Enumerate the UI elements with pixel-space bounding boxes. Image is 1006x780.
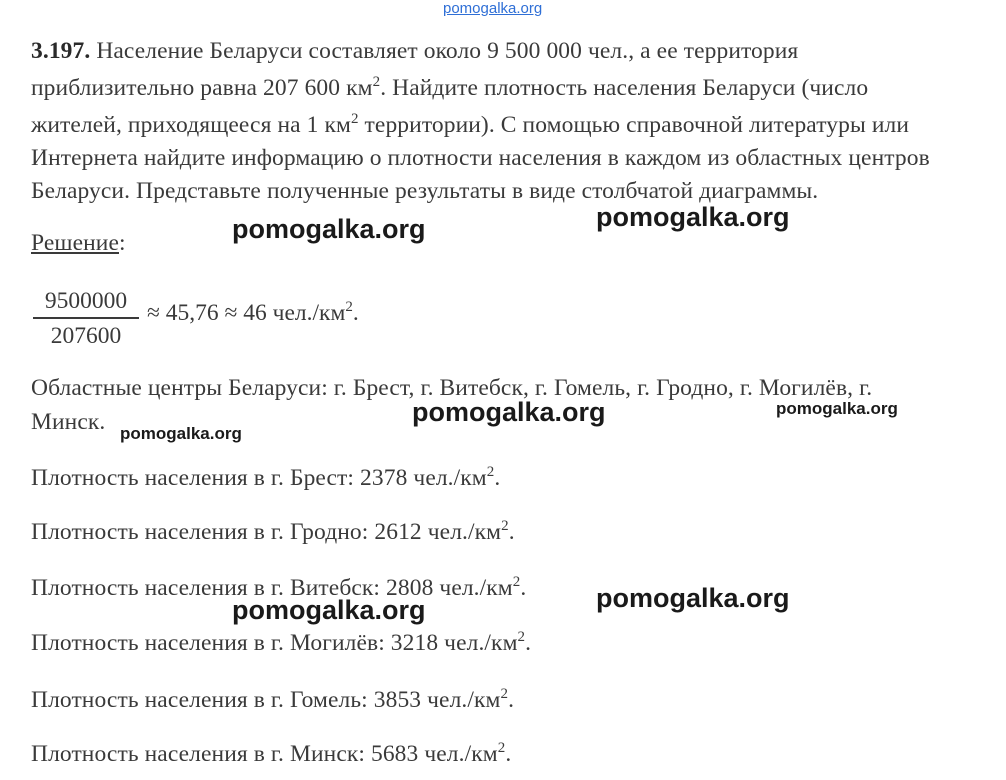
density-line [31,687,514,714]
watermark: pomogalka.org [120,424,242,443]
watermark: pomogalka.org [232,595,426,625]
watermark: pomogalka.org [232,214,426,244]
density-line [31,465,500,492]
site-link[interactable]: pomogalka.org [443,0,543,17]
superscript: 2 [345,299,353,315]
density-text: Плотность населения в г. Минск: 5683 чел./км [31,741,498,767]
superscript: 2 [486,464,495,480]
problem-line-4: Интернета найдите информацию о плотности населения в каждом из областных центров [31,145,930,171]
centers-line-2: Минск. [31,409,106,435]
density-line [31,741,511,768]
fraction-result-text: ≈ 45,76 ≈ 46 чел./км [147,300,346,326]
solution-colon: : [119,230,126,256]
superscript: 2 [512,574,521,590]
superscript: 2 [500,686,509,702]
fraction-numerator: 9500000 [44,288,128,314]
watermark: pomogalka.org [596,583,790,613]
superscript: 2 [372,74,381,90]
problem-line-3 [31,112,909,139]
density-line [31,519,515,546]
density-text: Плотность населения в г. Могилёв: 3218 чел./км [31,630,518,656]
superscript: 2 [501,518,509,534]
superscript: 2 [517,629,526,645]
superscript: 2 [497,740,506,756]
watermark: pomogalka.org [412,397,606,427]
fraction-result [147,300,359,327]
watermark: pomogalka.org [596,202,790,232]
problem-line-5: Беларуси. Представьте полученные результаты в виде столбчатой диаграммы. [31,178,819,204]
problem-text-3: жителей, приходящееся на 1 км [31,112,351,138]
period: . [505,741,512,767]
problem-text-2: приблизительно равна 207 600 км [31,75,373,101]
solution-label: Решение [31,230,119,256]
centers-line-1: Областные центры Беларуси: г. Брест, г. Витебск, г. Гомель, г. Гродно, г. Могилёв, г. [31,375,873,401]
fraction-denominator: 207600 [50,322,122,349]
superscript: 2 [350,111,359,127]
problem-line-2 [31,75,868,102]
period: . [352,300,359,326]
density-text: Плотность населения в г. Гродно: 2612 чел./км [31,519,502,545]
problem-text-3-tail: территории). С помощью справочной литературы или [358,112,910,138]
problem-text-1: Население Беларуси составляет около 9 500 000 чел., а ее территория [90,38,799,64]
period: . [494,465,501,491]
density-fraction [33,287,139,350]
problem-number: 3.197. [31,38,91,64]
period: . [520,575,527,601]
density-line [31,630,531,657]
solution-heading [31,230,126,257]
fraction-bar [33,317,139,319]
problem-line-1 [31,38,798,65]
density-text: Плотность населения в г. Брест: 2378 чел./км [31,465,487,491]
period: . [508,687,515,713]
problem-text-2-tail: . Найдите плотность населения Беларуси (число [380,75,869,101]
density-text: Плотность населения в г. Гомель: 3853 чел./км [31,687,501,713]
period: . [508,519,515,545]
density-text: Плотность населения в г. Витебск: 2808 чел./км [31,575,513,601]
period: . [525,630,532,656]
watermark: pomogalka.org [776,399,898,418]
